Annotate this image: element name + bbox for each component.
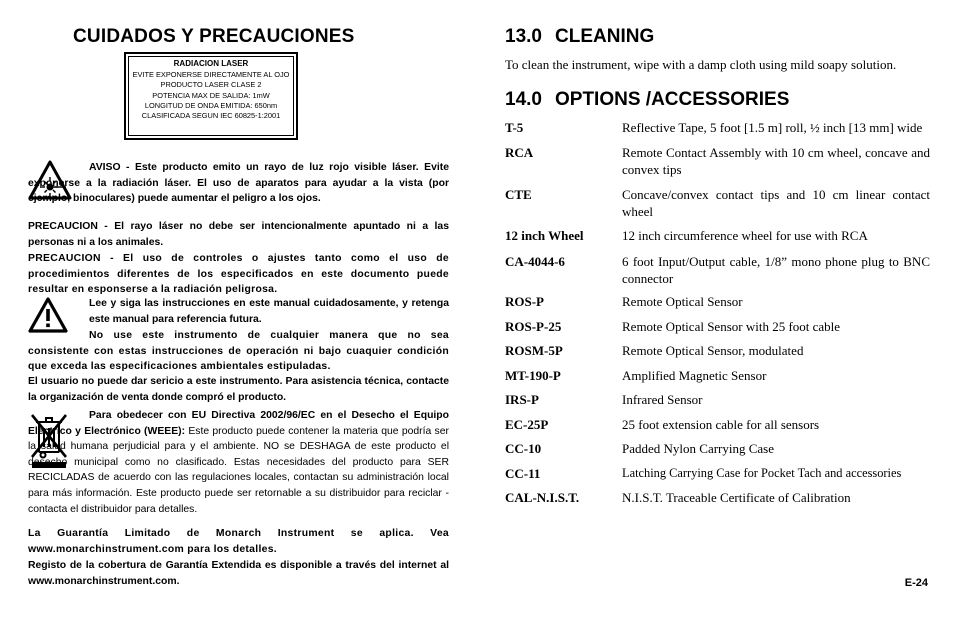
accessory-code: CTE (505, 187, 532, 202)
precaucion-paragraph-1: PRECAUCION - El rayo láser no debe ser intencionalmente apuntado ni a las personas ni a los animales. (28, 221, 449, 248)
weee-bold-text: Para obedecer con EU Directiva 2002/96/EC en el Desecho el Equipo Eléctrico y Electrónico (WEEE): (28, 410, 449, 437)
laser-label-line: LONGITUD DE ONDA EMITIDA: 650nm (144, 100, 278, 110)
accessory-description: Concave/convex contact tips and 10 cm linear contact wheel (622, 187, 930, 219)
section-number: 14.0 (505, 89, 542, 110)
accessory-code: ROSM-5P (505, 343, 563, 358)
precaucion-paragraph-2: PRECAUCION - El uso de controles o ajustes tanto como el uso de procedimientos diferentes de los especificados en este documento puede resultar en esponserse a la radiación peligrosa. (28, 253, 449, 296)
accessory-description: 25 foot extension cable for all sensors (622, 417, 820, 432)
accessory-description: Amplified Magnetic Sensor (622, 368, 767, 383)
accessory-code: RCA (505, 145, 534, 160)
accessory-code: T-5 (505, 120, 524, 135)
page-number: E-24 (904, 577, 928, 589)
section-title-cleaning (505, 26, 654, 48)
accessory-description: Remote Contact Assembly with 10 cm wheel, concave and convex tips (622, 145, 930, 177)
weee-paragraph (28, 408, 449, 517)
accessory-code: CA-4044-6 (505, 254, 565, 269)
usuario-paragraph: El usuario no puede dar sericio a este instrumento. Para asistencia técnica, contacte la organización de venta donde compró el producto. (28, 376, 449, 403)
laser-label-line: CLASIFICADA SEGUN IEC 60825-1:2001 (141, 111, 281, 121)
accessory-description: Padded Nylon Carrying Case (622, 441, 775, 456)
accessory-code: ROS-P-25 (505, 319, 562, 334)
section-heading-text: CLEANING (555, 26, 655, 47)
accessory-code: IRS-P (505, 392, 539, 407)
accessory-description: 12 inch circumference wheel for use with RCA (622, 228, 868, 243)
laser-radiation-label (124, 52, 298, 140)
accessory-description: N.I.S.T. Traceable Certificate of Calibration (622, 490, 851, 505)
laser-label-line: PRODUCTO LASER CLASE 2 (160, 80, 262, 90)
cleaning-text: To clean the instrument, wipe with a damp cloth using mild soapy solution. (505, 57, 897, 72)
accessory-code: CC-11 (505, 466, 541, 481)
section-number: 13.0 (505, 26, 542, 47)
accessory-description: Remote Optical Sensor, modulated (622, 343, 804, 358)
accessory-description: Remote Optical Sensor with 25 foot cable (622, 319, 841, 334)
accessory-code: CC-10 (505, 441, 542, 456)
accessory-code: ROS-P (505, 294, 544, 309)
accessory-description: Remote Optical Sensor (622, 294, 743, 309)
laser-label-line: POTENCIA MAX DE SALIDA: 1mW (152, 90, 270, 100)
registro-paragraph: Registo de la cobertura de Garantía Extendida es disponible a través del internet al www.monarchinstrument.com. (28, 560, 449, 587)
no-use-paragraph: No use este instrumento de cualquier manera que no sea consistente con estas instrucciones de operación ni bajo cuaquier condición que exceda las especificaciones ambientales estipuladas. (28, 330, 449, 373)
section-title-options (505, 89, 789, 111)
laser-label-heading: RADIACION LASER (173, 59, 249, 68)
accessory-code: MT-190-P (505, 368, 561, 383)
accessory-code: 12 inch Wheel (505, 228, 584, 243)
accessory-description: Latching Carrying Case for Pocket Tach and accessories (622, 466, 902, 480)
accessory-code: CAL-N.I.S.T. (505, 490, 580, 505)
accessory-description: Reflective Tape, 5 foot [1.5 m] roll, ½ inch [13 mm] wide (622, 120, 923, 135)
section-title-cuidados: CUIDADOS Y PRECAUCIONES (73, 26, 355, 47)
accessory-code: EC-25P (505, 417, 549, 432)
section-heading-text: OPTIONS /ACCESSORIES (555, 89, 790, 110)
garantia-paragraph: La Guarantía Limitado de Monarch Instrument se aplica. Vea www.monarchinstrument.com para los detalles. (28, 528, 449, 555)
weee-normal-text: Este producto puede contener la materia que podría ser la salud humana perjudicial para y el ambiente. NO se DESHAGA de este producto el desecho municipal como no clasificado. Estas necesidades del producto para SER RECICLADAS de acuerdo con las regulaciones locales, contactan su administración local para más información. Este producto puede ser retornable a su distribuidor para reciclar - contacta el distribuidor para detalles. (28, 425, 449, 515)
laser-label-line: EVITE EXPONERSE DIRECTAMENTE AL OJO (132, 70, 290, 80)
accessory-description: Infrared Sensor (622, 392, 703, 407)
accessory-description: 6 foot Input/Output cable, 1/8” mono phone plug to BNC connector (622, 254, 930, 286)
aviso-paragraph: AVISO - Este producto emito un rayo de luz rojo visible láser. Evite exponerse a la radiación láser. El uso de aparatos para ayudar a la vista (por ejemplo, binoculares) puede aumentar el peligro a los ojos. (28, 162, 449, 205)
lea-paragraph: Lee y siga las instrucciones en este manual cuidadosamente, y retenga este manual para referencia futura. (89, 298, 449, 325)
